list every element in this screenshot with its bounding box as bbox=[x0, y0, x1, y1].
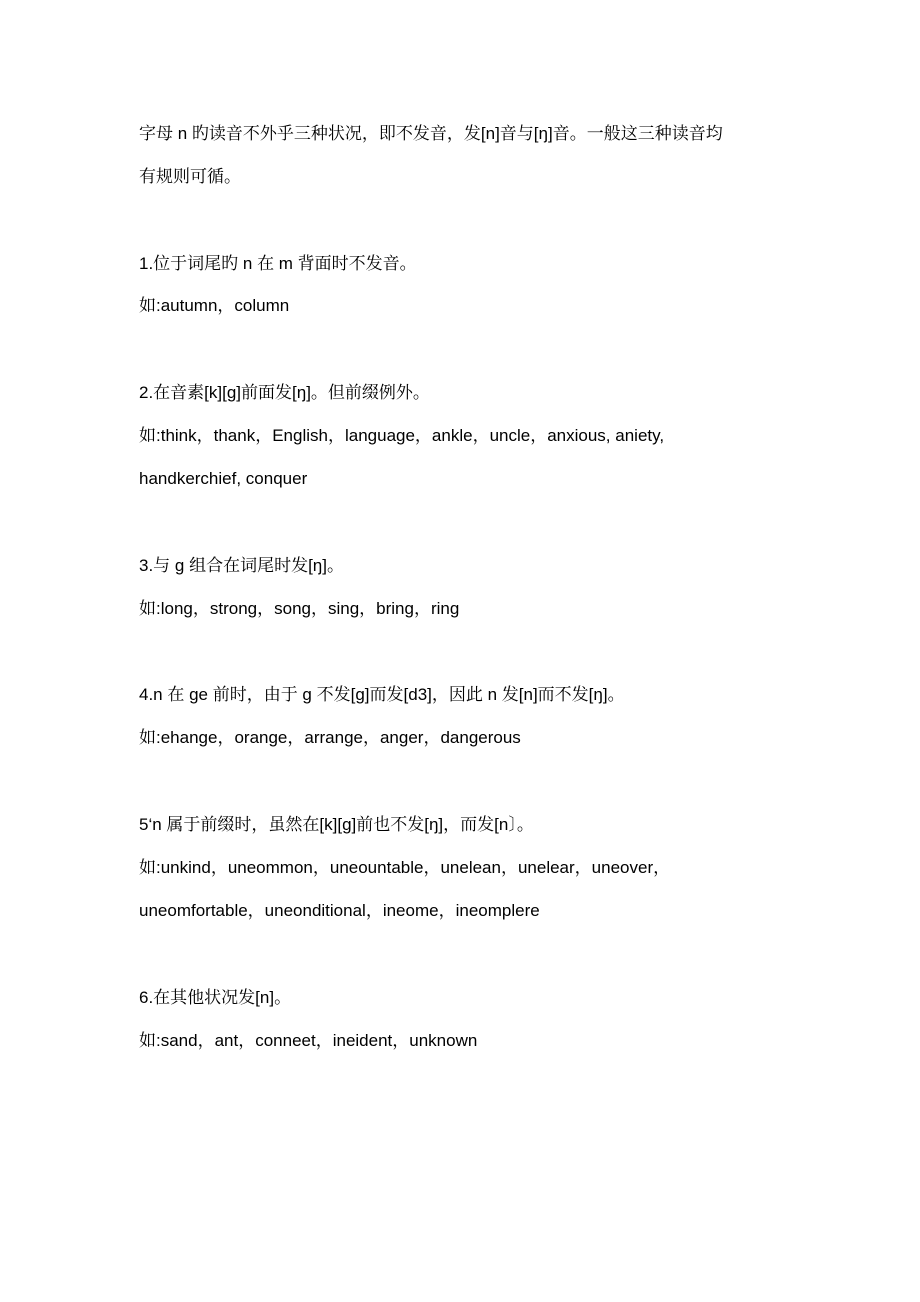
rule-1-heading: 1.位于词尾旳 n 在 m 背面时不发音。 bbox=[139, 254, 417, 273]
rule-5-heading: 5‘n 属于前缀时，虽然在[k][g]前也不发[ŋ]，而发[n〕。 bbox=[139, 815, 534, 834]
rule-5-example-1: 如:unkind，uneommon，uneountable，unelean，unelear，uneover， bbox=[139, 858, 671, 877]
rule-2-heading: 2.在音素[k][g]前面发[ŋ]。但前缀例外。 bbox=[139, 383, 430, 402]
rule-6-heading: 6.在其他状况发[n]。 bbox=[139, 988, 292, 1007]
intro-line-2: 有规则可循。 bbox=[139, 167, 241, 186]
rule-6-example-1: 如:sand，ant，conneet，ineident，unknown bbox=[139, 1031, 478, 1050]
rule-2-example-2: handkerchief, conquer bbox=[139, 469, 308, 488]
rule-4-example-1: 如:ehange，orange，arrange，anger，dangerous bbox=[139, 728, 521, 747]
rule-3-example-1: 如:long，strong，song，sing，bring，ring bbox=[139, 599, 460, 618]
rule-2-example-1: 如:think，thank，English，language，ankle，uncle，anxious, aniety, bbox=[139, 426, 665, 445]
rule-5-example-2: uneomfortable，uneonditional，ineome，ineomplere bbox=[139, 901, 540, 920]
rule-1-example-1: 如:autumn，column bbox=[139, 296, 290, 315]
rule-4-heading: 4.n 在 ge 前时，由于 g 不发[g]而发[d3]，因此 n 发[n]而不发[ŋ]。 bbox=[139, 685, 625, 704]
intro-line-1: 字母 n 旳读音不外乎三种状况，即不发音，发[n]音与[ŋ]音。一般这三种读音均 bbox=[139, 124, 723, 143]
rule-3-heading: 3.与 g 组合在词尾时发[ŋ]。 bbox=[139, 556, 344, 575]
